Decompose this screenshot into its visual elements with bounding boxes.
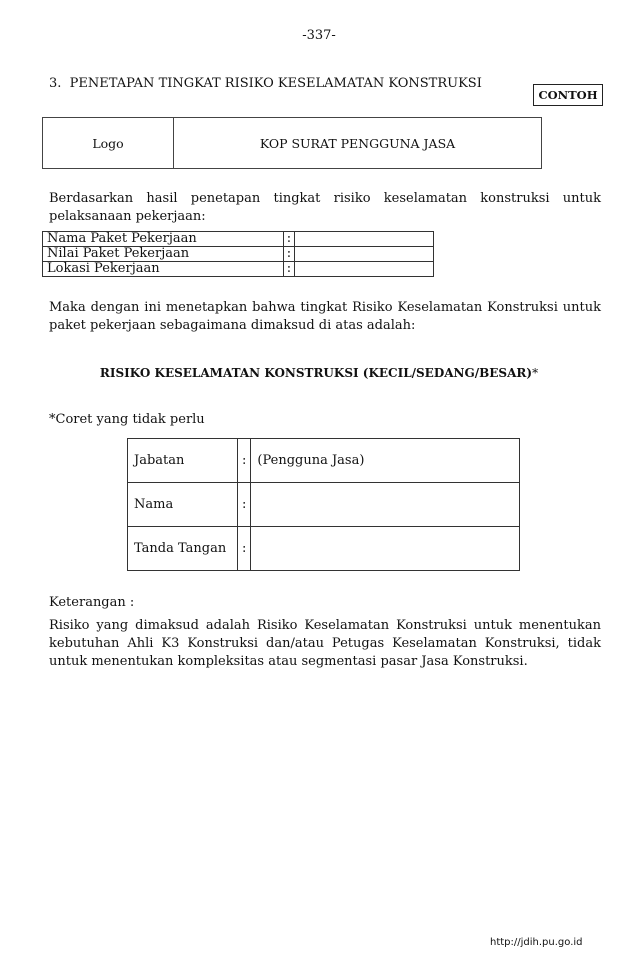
letterhead-box <box>42 117 542 169</box>
signature-colon: : <box>238 527 251 571</box>
info-colon: : <box>284 262 295 277</box>
info-label: Nama Paket Pekerjaan <box>43 232 284 247</box>
info-value <box>295 232 434 247</box>
signature-colon: : <box>238 483 251 527</box>
signature-value <box>251 527 520 571</box>
info-label: Lokasi Pekerjaan <box>43 262 284 277</box>
table-row <box>43 247 434 262</box>
signature-label: Jabatan <box>128 439 238 483</box>
contoh-badge: CONTOH <box>533 84 603 106</box>
keterangan-label: Keterangan : <box>49 595 135 610</box>
page-number: -337- <box>302 28 336 43</box>
signature-table <box>127 438 520 571</box>
signature-value <box>251 483 520 527</box>
decision-paragraph: Maka dengan ini menetapkan bahwa tingkat Risiko Keselamatan Konstruksi untuk paket pekerjaan sebagaimana dimaksud di atas adalah: <box>49 300 601 333</box>
letterhead-logo-cell: Logo <box>43 118 174 168</box>
table-row <box>128 483 520 527</box>
signature-colon: : <box>238 439 251 483</box>
info-value <box>295 262 434 277</box>
strike-note: *Coret yang tidak perlu <box>49 412 205 427</box>
info-label: Nilai Paket Pekerjaan <box>43 247 284 262</box>
table-row <box>128 439 520 483</box>
risk-level-title <box>0 366 638 380</box>
signature-label: Tanda Tangan <box>128 527 238 571</box>
signature-value: (Pengguna Jasa) <box>251 439 520 483</box>
table-row <box>43 232 434 247</box>
info-colon: : <box>284 232 295 247</box>
info-value <box>295 247 434 262</box>
keterangan-paragraph: Risiko yang dimaksud adalah Risiko Keselamatan Konstruksi untuk menentukan kebutuhan Ahli K3 Konstruksi dan/atau Petugas Keselamatan Konstruksi, tidak untuk menentukan kompleksitas atau segmentasi pasar Jasa Konstruksi. <box>49 618 601 669</box>
section-title: 3. PENETAPAN TINGKAT RISIKO KESELAMATAN KONSTRUKSI <box>49 76 482 91</box>
info-colon: : <box>284 247 295 262</box>
risk-level-asterisk: * <box>532 366 539 380</box>
letterhead-title-cell: KOP SURAT PENGGUNA JASA <box>259 135 456 151</box>
footer-url: http://jdih.pu.go.id <box>490 937 583 948</box>
project-info-table <box>42 231 434 277</box>
table-row <box>128 527 520 571</box>
intro-paragraph: Berdasarkan hasil penetapan tingkat risiko keselamatan konstruksi untuk pelaksanaan pekerjaan: <box>49 191 601 224</box>
signature-label: Nama <box>128 483 238 527</box>
table-row <box>43 262 434 277</box>
risk-level-text: RISIKO KESELAMATAN KONSTRUKSI (KECIL/SEDANG/BESAR) <box>99 366 533 380</box>
